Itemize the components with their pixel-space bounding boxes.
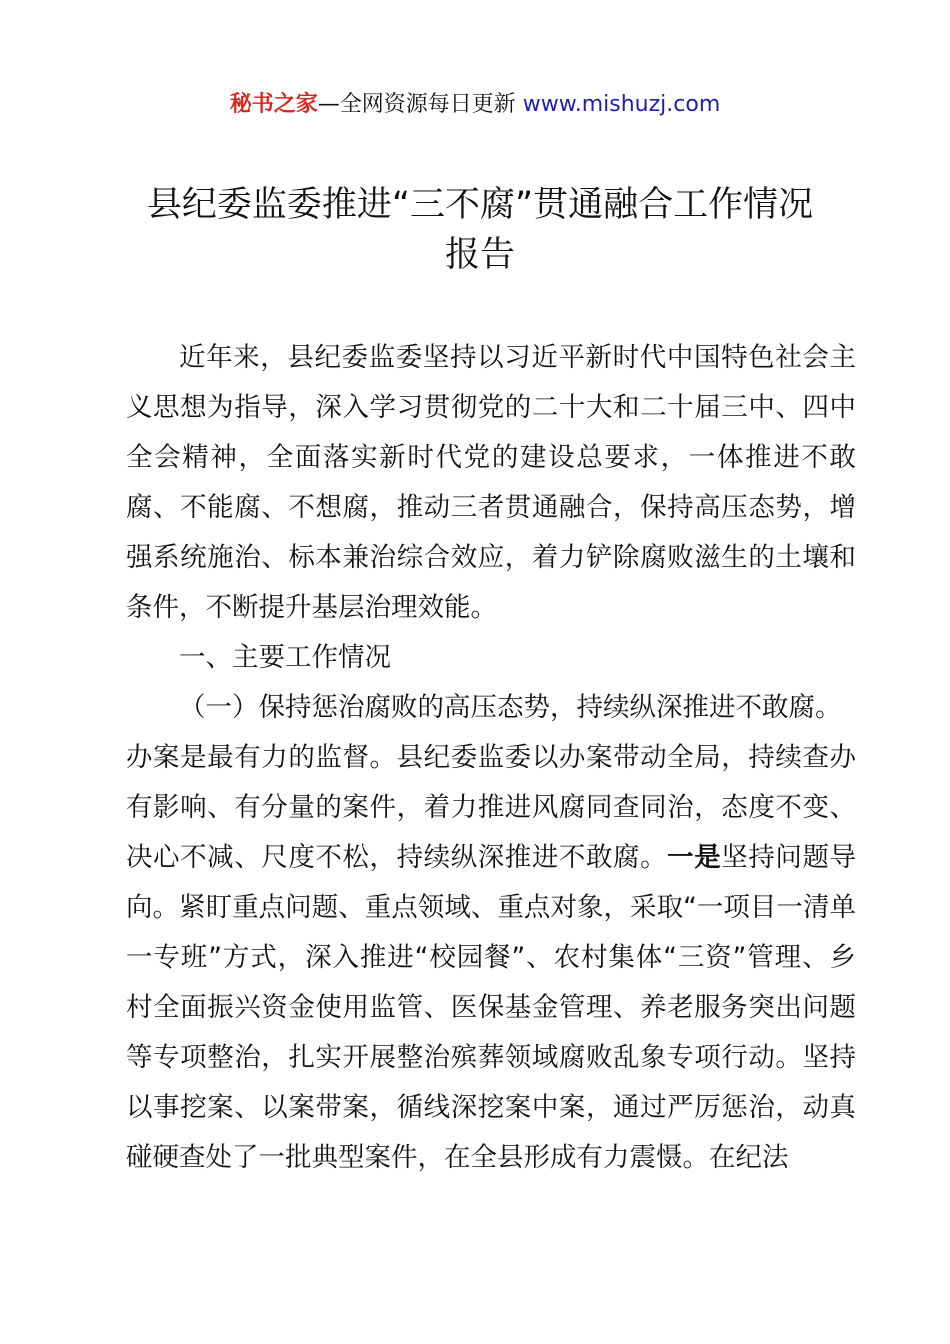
site-header (0, 88, 950, 122)
paragraph-text-a: 办案是最有力的监督。县纪委监委以办案带动全局，持续查办有影响、有分量的案件，着力推进风腐同查同治，态度不变、决心不减、尺度不松，持续纵深推进不敢腐。 (126, 742, 856, 873)
document-title (120, 180, 840, 280)
section-heading-1: 一、主要工作情况 (179, 642, 391, 673)
site-brand: 秘书之家 (229, 92, 318, 117)
subsection-heading-1: （一）保持惩治腐败的高压态势，持续纵深推进不敢腐。 (179, 692, 842, 723)
site-url-link[interactable]: www.mishuzj.com (522, 92, 721, 117)
document-body (126, 333, 856, 1183)
subsection-1-paragraph (126, 733, 856, 1183)
site-tagline: —全网资源每日更新 (317, 92, 523, 117)
title-line-2: 报告 (444, 235, 515, 275)
emphasis-label: 一是 (667, 842, 722, 873)
paragraph-text-b: 坚持问题导向。紧盯重点问题、重点领域、重点对象，采取“一项目一清单一专班”方式，深入推进“校园餐”、农村集体“三资”管理、乡村全面振兴资金使用监管、医保基金管理、养老服务突出问题等专项整治，扎实开展整治殡葬领域腐败乱象专项行动。坚持以事挖案、以案带案，循线深挖案中案，通过严厉惩治，动真碰硬查处了一批典型案件，在全县形成有力震慑。在纪法 (126, 842, 857, 1173)
intro-paragraph: 近年来，县纪委监委坚持以习近平新时代中国特色社会主义思想为指导，深入学习贯彻党的二十大和二十届三中、四中全会精神，全面落实新时代党的建设总要求，一体推进不敢腐、不能腐、不想腐，推动三者贯通融合，保持高压态势，增强系统施治、标本兼治综合效应，着力铲除腐败滋生的土壤和条件，不断提升基层治理效能。 (126, 342, 856, 623)
title-line-1: 县纪委监委推进“三不腐”贯通融合工作情况 (146, 185, 814, 225)
